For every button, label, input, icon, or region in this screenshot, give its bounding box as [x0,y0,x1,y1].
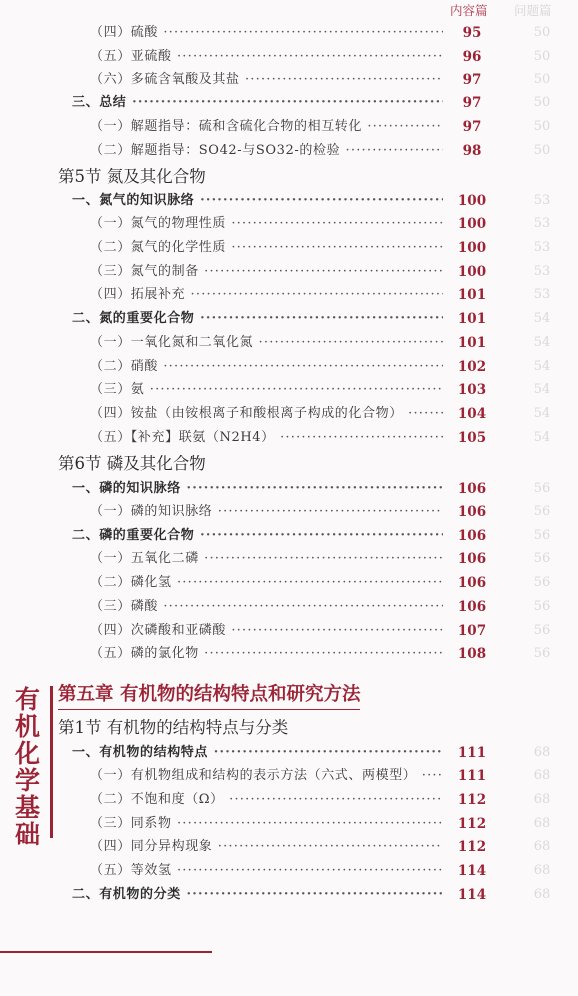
toc-entry[interactable] [0,883,578,907]
toc-entry-title: 一、氮气的知识脉络 ····· [72,189,443,213]
content-page-number: 97 [462,72,482,88]
content-page-number: 100 [457,240,487,256]
toc-entry[interactable] [0,307,578,331]
content-page-number: 106 [457,575,487,591]
problem-page-number: 54 [533,311,551,326]
problem-page-number: 68 [533,816,551,831]
toc-entry[interactable] [0,619,578,643]
toc-entry[interactable] [0,236,578,260]
toc-entry-title: （二）解题指导：SO42-与SO32-的检验 ····· [90,139,443,163]
problem-page-number: 68 [533,839,551,854]
toc-entry-title: （一）氮气的物理性质 ····· [90,212,443,236]
toc-entry[interactable] [0,788,578,812]
content-page-number: 104 [457,406,487,422]
toc-entry-title: （四）铵盐（由铵根离子和酸根离子构成的化合物） ····· [90,402,443,426]
toc-entry-title: 三、总结 ····· [72,91,443,115]
toc-entry[interactable] [0,331,578,355]
content-page-number: 100 [457,193,487,209]
problem-page-number: 53 [533,264,551,279]
problem-page-number: 54 [533,382,551,397]
section-heading[interactable]: 第1节 有机物的结构特点与分类 [58,718,289,737]
toc-entry[interactable] [0,812,578,836]
problem-page-number: 53 [533,240,551,255]
content-page-number: 101 [457,311,487,327]
problem-page-number: 50 [533,49,551,64]
toc-entry-title: 二、氮的重要化合物 ····· [72,307,443,331]
problem-page-number: 56 [533,646,551,661]
toc-entry[interactable] [0,739,578,768]
content-page-number: 106 [457,528,487,544]
content-page-number: 102 [457,359,487,375]
problem-page-number: 54 [533,430,551,445]
toc-entry-title: （二）氮气的化学性质 ····· [90,236,443,260]
content-page-number: 101 [457,287,487,303]
toc-entry-title: （一）五氧化二磷 ····· [90,547,443,571]
toc-entry[interactable] [0,21,578,45]
toc-entry[interactable] [0,45,578,69]
problem-page-number: 50 [533,72,551,87]
content-page-number: 95 [462,25,482,41]
content-page-number: 105 [457,430,487,446]
toc-entry-title: （二）磷化氢 ····· [90,571,443,595]
content-page-number: 100 [457,216,487,232]
content-page-number: 106 [457,599,487,615]
content-page-number: 103 [457,382,487,398]
toc-entry-title: （三）同系物 ····· [90,812,443,836]
problem-page-number: 56 [533,575,551,590]
toc-entry[interactable] [0,91,578,115]
toc-entry-title: （四）次磷酸和亚磷酸 ····· [90,619,443,643]
toc-entry[interactable] [0,595,578,619]
toc-entry[interactable] [0,189,578,213]
toc-entry[interactable] [0,355,578,379]
problem-page-number: 56 [533,623,551,638]
toc-entry-title: （五）【补充】联氨（N2H4） ····· [90,426,443,450]
toc-entry[interactable] [0,260,578,284]
problem-page-number: 53 [533,193,551,208]
problem-column-label: 问题篇 [514,3,552,18]
toc-entry-title: （一）磷的知识脉络 ····· [90,500,443,524]
problem-page-number: 50 [533,143,551,158]
side-title-char: 础 [15,820,41,849]
problem-page-number: 68 [533,745,551,760]
toc-entry[interactable] [0,139,578,163]
toc-entry-title: 一、磷的知识脉络 ····· [72,477,443,501]
problem-page-number: 68 [533,768,551,783]
content-column-label: 内容篇 [450,3,488,18]
content-page-number: 101 [457,335,487,351]
toc-entry[interactable] [0,571,578,595]
content-page-number: 106 [457,504,487,520]
side-chapter-title [10,685,53,849]
content-page-number: 98 [462,143,482,159]
content-page-number: 106 [457,481,487,497]
problem-page-number: 56 [533,551,551,566]
section-heading[interactable]: 第5节 氮及其化合物 [58,167,206,186]
toc-entry[interactable] [0,402,578,426]
problem-page-number: 68 [533,887,551,902]
toc-entry[interactable] [0,283,578,307]
content-page-number: 108 [457,646,487,662]
toc-entry[interactable] [0,426,578,450]
toc-entry-title: （五）磷的氯化物 ····· [90,642,443,666]
side-title-char: 基 [15,793,41,822]
toc-entry-title: （四）硫酸 ····· [90,21,443,45]
content-page-number: 111 [457,768,487,784]
toc-entry-title: （一）解题指导：硫和含硫化合物的相互转化 ····· [90,115,443,139]
toc-entry[interactable] [0,764,578,788]
toc-entry[interactable] [0,115,578,139]
problem-page-number: 54 [533,359,551,374]
content-page-number: 112 [457,792,487,808]
content-page-number: 97 [462,119,482,135]
content-page-number: 114 [457,887,487,903]
toc-entry-title: （三）氨 ····· [90,378,443,402]
content-page-number: 97 [462,95,482,111]
toc-entry[interactable] [0,68,578,92]
problem-page-number: 56 [533,481,551,496]
toc-entry[interactable] [0,378,578,402]
toc-entry-title: （三）氮气的制备 ····· [90,260,443,284]
toc-entry[interactable] [0,835,578,859]
toc-entry-title: 二、磷的重要化合物 ····· [72,524,443,548]
toc-entry-title: （五）亚硫酸 ····· [90,45,443,69]
problem-page-number: 56 [533,599,551,614]
content-page-number: 106 [457,551,487,567]
toc-entry-title: （一）有机物组成和结构的表示方法（六式、两模型） ····· [90,764,443,788]
section-heading[interactable]: 第6节 磷及其化合物 [58,454,206,473]
toc-entry-title: （六）多硫含氧酸及其盐 ····· [90,68,443,92]
toc-entry-title: （二）不饱和度（Ω） ····· [90,788,443,812]
footer-divider [0,951,212,953]
problem-page-number: 50 [533,95,551,110]
content-page-number: 112 [457,816,487,832]
side-title-char: 有 [15,685,41,714]
toc-entry-title: （五）等效氢 ····· [90,859,443,883]
content-page-number: 111 [457,745,487,761]
toc-entry[interactable] [0,859,578,883]
content-page-number: 112 [457,839,487,855]
problem-page-number: 50 [533,119,551,134]
problem-page-number: 53 [533,287,551,302]
toc-entry[interactable] [0,547,578,571]
side-title-char: 化 [15,739,41,768]
toc-entry-title: （四）拓展补充 ····· [90,283,443,307]
content-page-number: 96 [462,49,482,65]
side-title-char: 学 [15,766,41,795]
problem-page-number: 53 [533,216,551,231]
toc-entry-title: （二）硝酸 ····· [90,355,443,379]
problem-page-number: 54 [533,335,551,350]
problem-page-number: 56 [533,528,551,543]
problem-page-number: 50 [533,25,551,40]
toc-entry[interactable] [0,500,578,524]
content-page-number: 100 [457,264,487,280]
toc-entry-title: 二、有机物的分类 ····· [72,883,443,907]
side-title-char: 机 [15,712,41,741]
problem-page-number: 68 [533,792,551,807]
toc-entry[interactable] [0,212,578,236]
toc-entry-title: （三）磷酸 ····· [90,595,443,619]
toc-entry[interactable] [0,524,578,548]
toc-entry-title: （一）一氧化氮和二氧化氮 ····· [90,331,443,355]
problem-page-number: 68 [533,863,551,878]
chapter-heading[interactable]: 第五章 有机物的结构特点和研究方法 [58,681,360,710]
content-page-number: 107 [457,623,487,639]
problem-page-number: 56 [533,504,551,519]
problem-page-number: 54 [533,406,551,421]
toc-entry-title: 一、有机物的结构特点 ····· [72,741,443,765]
toc-entry[interactable] [0,477,578,501]
toc-entry-title: （四）同分异构现象 ····· [90,835,443,859]
toc-entry[interactable] [0,642,578,666]
content-page-number: 114 [457,863,487,879]
